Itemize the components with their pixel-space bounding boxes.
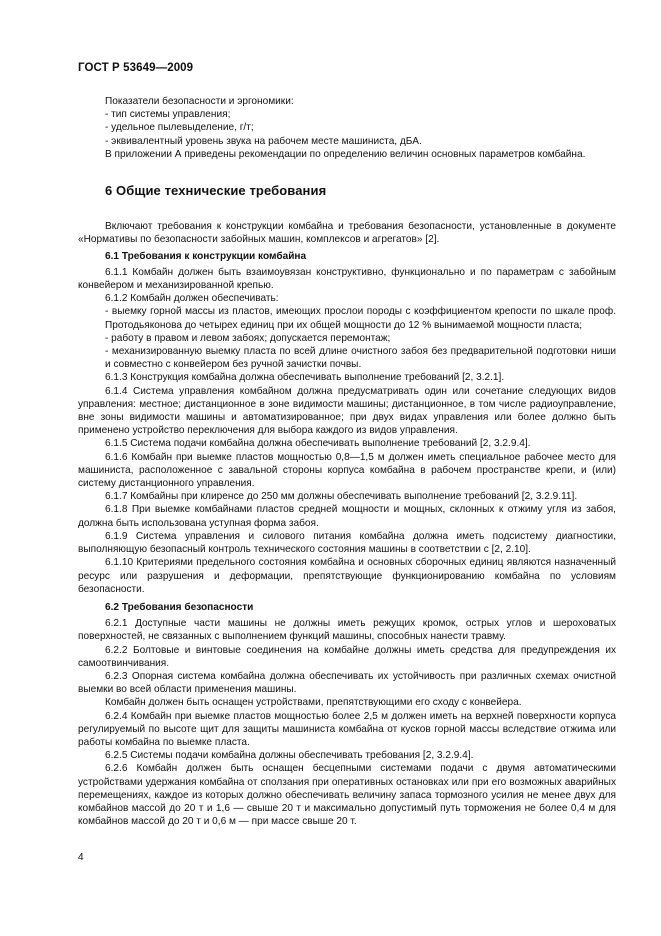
clause-6-2-2: 6.2.2 Болтовые и винтовые соединения на комбайне должны иметь средства для предупреждения их самоотвинчивания.: [78, 644, 616, 669]
clause-6-1-1: 6.1.1 Комбайн должен быть взаимоувязан конструктивно, функционально и по параметрам с забойным конвейером и механизированной крепью.: [78, 266, 616, 292]
clause-6-2-6: 6.2.6 Комбайн должен быть оснащен бесцепными системами подачи с двумя автоматическими устройствами удержания комбайна от сползания при оперативных остановках или при его возможных аварийных перемещениях, каждое из которых должно обеспечивать величину запаса тормозного усилия не менее двух для комбайнов массой до 20 т и 1,6 — свыше 20 т и максимально допустимый путь торможения не более 0,4 м для комбайнов массой до 20 т и 0,6 м — при массе свыше 20 т.: [78, 763, 616, 828]
clause-6-2-3: 6.2.3 Опорная система комбайна должна обеспечивать их устойчивость при различных схемах очистной выемки во всей области применения машины.: [78, 670, 616, 696]
intro-item: - тип системы управления;: [105, 109, 231, 121]
section-6-heading: 6 Общие технические требования: [105, 183, 327, 199]
page-content: [78, 95, 616, 828]
clause-6-1-3: 6.1.3 Конструкция комбайна должна обеспечивать выполнение требований [2, 3.2.1].: [105, 372, 505, 384]
clause-6-1-8: 6.1.8 При выемке комбайнами пластов средней мощности и мощных, склонных к отжиму угля из забоя, должна быть использована уступная форма забоя.: [78, 504, 616, 529]
clause-6-1-9: 6.1.9 Система управления и силового питания комбайна должна иметь подсистему диагностики, выполняющую безопасный контроль технического состояния машины в соответствии с [2, 2.10].: [78, 530, 616, 556]
clause-6-2-5: 6.2.5 Системы подачи комбайна должны обеспечивать требования [2, 3.2.9.4].: [105, 750, 474, 762]
annex-note: В приложении А приведены рекомендации по определению величин основных параметров комбайна.: [105, 148, 586, 160]
clause-6-1-7: 6.1.7 Комбайны при клиренсе до 250 мм должны обеспечивать выполнение требований [2, 3.2.9.11].: [105, 491, 578, 503]
page-number: 4: [78, 852, 84, 863]
clause-6-1-2-item: - выемку горной массы из пластов, имеющих прослои породы с коэффициентом крепости по шкале проф. Протодьяконова до четырех единиц при их общей мощности до 12 % вынимаемой мощности пласта;: [105, 306, 616, 331]
section-6-intro: Включают требования к конструкции комбайна и требования безопасности, установленные в документе «Нормативы по безопасности забойных машин, комплексов и агрегатов» [2].: [78, 221, 616, 246]
clause-6-1-10: 6.1.10 Критериями предельного состояния комбайна и основных сборочных единиц являются назначенный ресурс или разрушения и деформации, препятствующие функционированию комбайна по условиям безопасности.: [78, 557, 616, 595]
clause-6-1-6: 6.1.6 Комбайн при выемке пластов мощностью 0,8—1,5 м должен иметь специальное рабочее место для машиниста, расположенное с завальной стороны корпуса комбайна в рабочем пространстве крепи, и (или) систему дистанционного управления.: [78, 451, 616, 490]
clause-6-1-2-item: - работу в правом и левом забоях; допускается перемонтаж;: [105, 332, 391, 344]
clause-6-1-5: 6.1.5 Система подачи комбайна должна обеспечивать выполнение требований [2, 3.2.9.4].: [105, 438, 531, 450]
intro-item: - удельное пылевыделение, г/т;: [105, 122, 254, 134]
section-6-2-heading: 6.2 Требования безопасности: [105, 601, 254, 613]
intro-lead: Показатели безопасности и эргономики:: [105, 96, 294, 107]
clause-6-1-4: 6.1.4 Система управления комбайном должна предусматривать один или сочетание следующих видов управления: местное; дистанционное в зоне видимости машины; дистанционное, в том числе радиоуправление, вне зоны видимости машины и автоматизированное; при двух видах управления или более должно быть применено устройство переключения для выбора каждого из видов управления.: [78, 385, 616, 437]
document-header: ГОСТ Р 53649—2009: [78, 62, 194, 74]
clause-6-2-3-note: Комбайн должен быть оснащен устройствами, препятствующими его сходу с конвейера.: [105, 697, 522, 709]
clause-6-1-2: 6.1.2 Комбайн должен обеспечивать:: [105, 293, 279, 305]
clause-6-2-4: 6.2.4 Комбайн при выемке пластов мощностью более 2,5 м должен иметь на верхней поверхности корпуса регулируемый по высоте щит для защиты машиниста комбайна от кусков горной массы вследствие отжима или работы комбайна по выемке пласта.: [78, 710, 616, 748]
clause-6-1-2-item: - механизированную выемку пласта по всей длине очистного забоя без предварительной подготовки ниши и совместно с конвейером без ручной зачистки почвы.: [105, 346, 616, 371]
section-6-1-heading: 6.1 Требования к конструкции комбайна: [105, 250, 307, 262]
intro-item: - эквивалентный уровень звука на рабочем месте машиниста, дБА.: [105, 135, 422, 147]
clause-6-2-1: 6.2.1 Доступные части машины не должны иметь режущих кромок, острых углов и шероховатых поверхностей, не связанных с выполнением функций машины, способных нанести травму.: [78, 618, 616, 643]
